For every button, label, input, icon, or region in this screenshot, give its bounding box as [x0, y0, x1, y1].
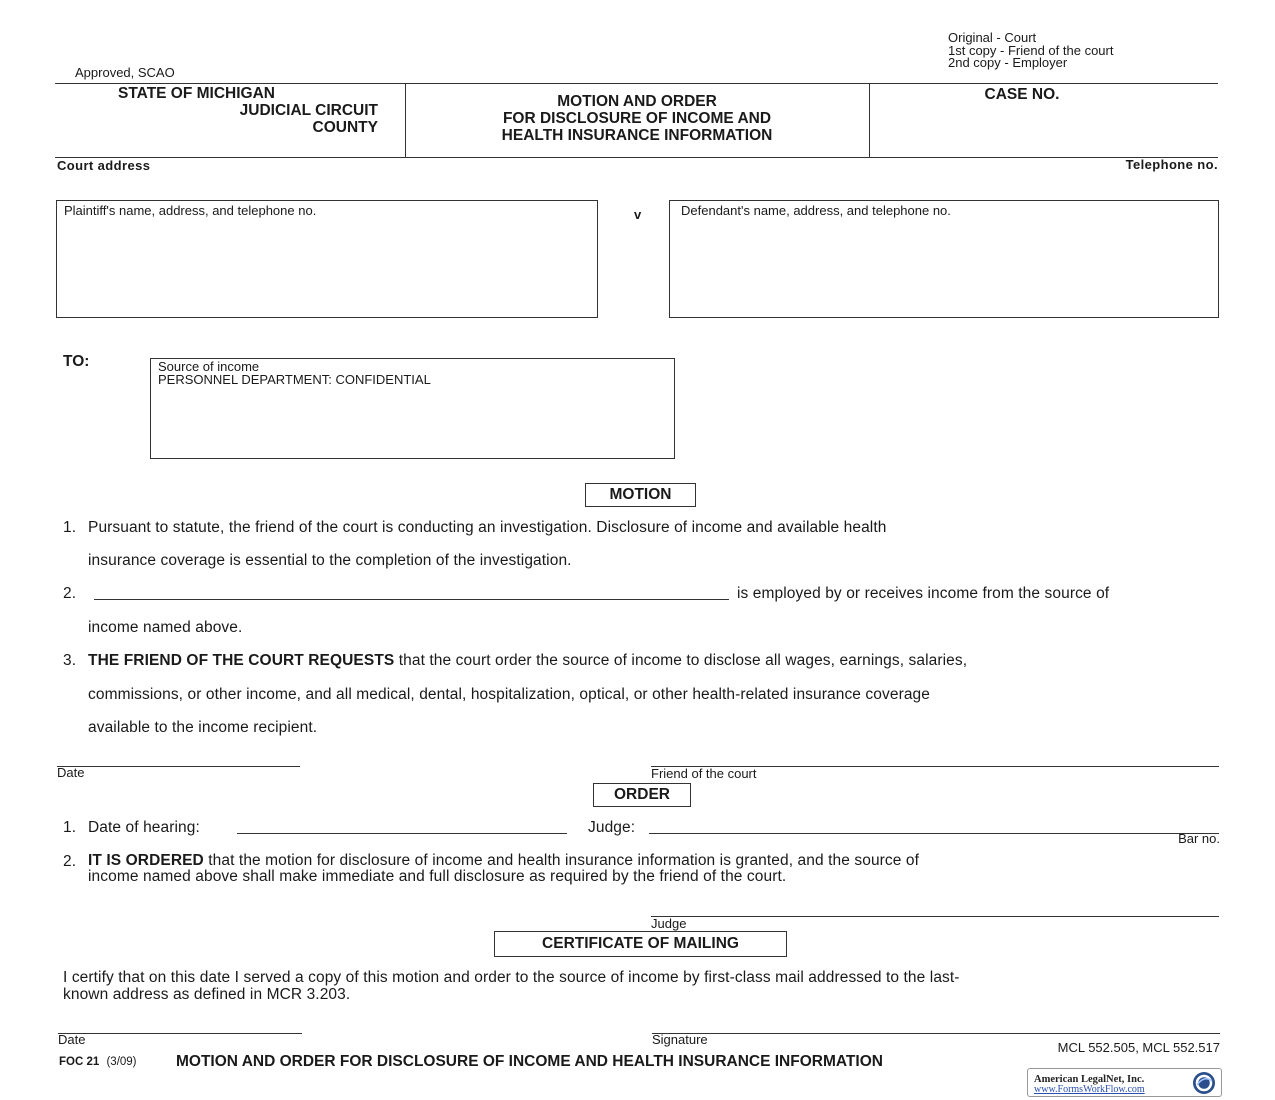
form-id: FOC 21	[59, 1056, 100, 1068]
source-of-income-box[interactable]	[150, 358, 675, 459]
source-value: PERSONNEL DEPARTMENT: CONFIDENTIAL	[158, 372, 431, 387]
court-address-label: Court address	[57, 158, 151, 173]
hearing-date-label: Date of hearing:	[88, 819, 200, 836]
certificate-signature-line[interactable]	[652, 1033, 1220, 1034]
certificate-heading: CERTIFICATE OF MAILING	[494, 931, 787, 957]
foc-signature-label: Friend of the court	[651, 766, 757, 781]
motion-item-3-line: available to the income recipient.	[88, 719, 318, 736]
telephone-label: Telephone no.	[1125, 157, 1218, 172]
certificate-text: I certify that on this date I served a copy of this motion and order to the source of income by first-class mail addressed to the last-	[63, 969, 960, 986]
motion-date-label: Date	[57, 765, 85, 780]
state-name: STATE OF MICHIGAN	[118, 85, 275, 102]
order-item-2-text: that the motion for disclosure of income and health insurance information is granted, and the source of	[203, 852, 920, 869]
copy-line: 2nd copy - Employer	[948, 55, 1068, 70]
title-line: HEALTH INSURANCE INFORMATION	[501, 127, 773, 144]
globe-logo-icon	[1192, 1071, 1216, 1095]
certificate-date-line[interactable]	[58, 1033, 302, 1034]
form-title	[405, 93, 869, 144]
order-item-2-line: income named above shall make immediate and full disclosure as required by the friend of the court.	[88, 868, 787, 885]
order-judge-label: Judge:	[588, 819, 636, 836]
circuit-label: JUDICIAL CIRCUIT	[239, 102, 378, 119]
certificate-date-label: Date	[58, 1032, 86, 1047]
motion-item-3-line	[88, 652, 967, 670]
copy-distribution	[948, 32, 1113, 70]
motion-date-line[interactable]	[57, 766, 300, 767]
defendant-box[interactable]	[669, 200, 1219, 318]
motion-item-1-line: insurance coverage is essential to the completion of the investigation.	[88, 552, 572, 569]
judge-signature-line[interactable]	[651, 916, 1219, 917]
order-item-2-line	[88, 853, 919, 869]
motion-item-2-line: is employed by or receives income from the source of	[737, 585, 1110, 602]
case-no-label: CASE NO.	[984, 86, 1060, 103]
foc-requests-bold: THE FRIEND OF THE COURT REQUESTS	[88, 652, 395, 669]
court-jurisdiction	[60, 85, 378, 136]
mcl-reference: MCL 552.505, MCL 552.517	[1057, 1040, 1220, 1055]
county-label: COUNTY	[312, 119, 378, 136]
footer-form-title: MOTION AND ORDER FOR DISCLOSURE OF INCOME AND HEALTH INSURANCE INFORMATION	[176, 1053, 883, 1070]
source-text	[158, 360, 431, 386]
form-id-line	[59, 1056, 137, 1068]
order-judge-field[interactable]	[649, 833, 1219, 834]
judge-signature-label: Judge	[651, 916, 687, 931]
versus-label: v	[634, 207, 642, 222]
order-item-1-num: 1.	[63, 819, 77, 836]
it-is-ordered-bold: IT IS ORDERED	[88, 852, 204, 869]
badge-url[interactable]: www.FormsWorkFlow.com	[1034, 1084, 1145, 1095]
approved-text: Approved, SCAO	[75, 65, 175, 80]
title-line: MOTION AND ORDER	[557, 93, 717, 110]
bar-no-label: Bar no.	[1178, 831, 1220, 846]
case-no-field[interactable]	[878, 110, 1208, 150]
plaintiff-label: Plaintiff's name, address, and telephone no.	[64, 203, 317, 218]
certificate-text: known address as defined in MCR 3.203.	[63, 986, 351, 1003]
plaintiff-box[interactable]	[56, 200, 598, 318]
motion-item-3-text: that the court order the source of income to disclose all wages, earnings, salaries,	[394, 652, 968, 669]
order-item-2-num: 2.	[63, 853, 77, 870]
title-line: FOR DISCLOSURE OF INCOME AND	[502, 110, 772, 127]
american-legalnet-badge[interactable]	[1027, 1068, 1222, 1097]
motion-item-1-num: 1.	[63, 519, 77, 536]
form-date: (3/09)	[106, 1056, 137, 1068]
income-recipient-field[interactable]	[94, 599, 729, 600]
order-heading: ORDER	[593, 783, 691, 807]
hearing-date-field[interactable]	[237, 833, 567, 834]
copy-line: 1st copy - Friend of the court	[948, 42, 1114, 58]
copy-line: Original - Court	[948, 30, 1037, 45]
to-label: TO:	[63, 353, 90, 370]
motion-item-1-line: Pursuant to statute, the friend of the court is conducting an investigation. Disclosure of income and available health	[88, 519, 887, 536]
source-label: Source of income	[158, 359, 260, 374]
motion-item-3-line: commissions, or other income, and all medical, dental, hospitalization, optical, or other health-related insurance coverage	[88, 686, 930, 703]
motion-heading: MOTION	[585, 483, 696, 507]
motion-item-3-num: 3.	[63, 652, 77, 669]
certificate-signature-label: Signature	[652, 1032, 708, 1047]
motion-item-2-num: 2.	[63, 585, 77, 602]
badge-name: American LegalNet, Inc.	[1034, 1074, 1145, 1085]
motion-item-2-line: income named above.	[88, 619, 243, 636]
defendant-label: Defendant's name, address, and telephone no.	[681, 203, 951, 218]
